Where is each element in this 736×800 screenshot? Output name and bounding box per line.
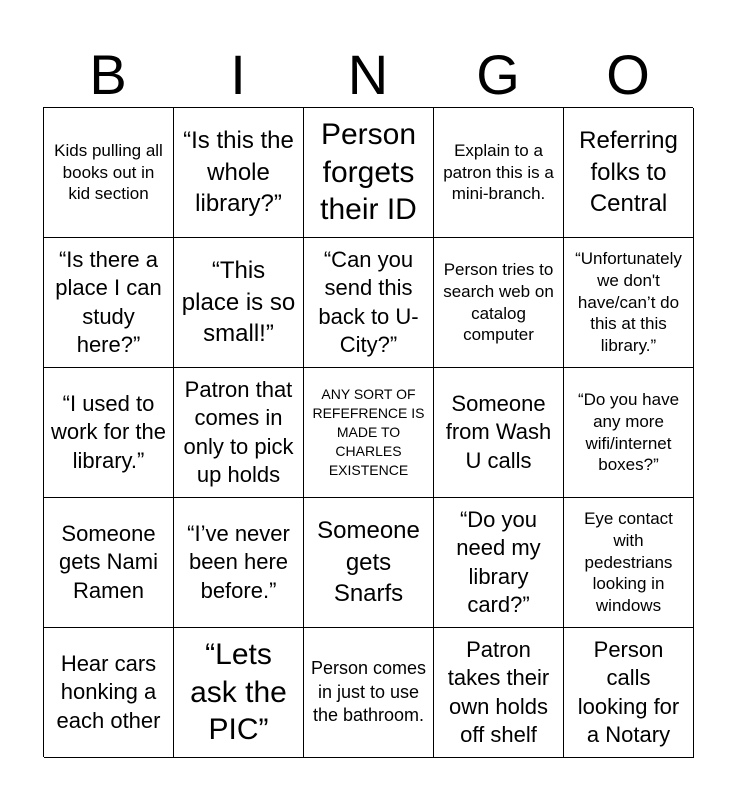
bingo-cell[interactable] (434, 628, 564, 758)
bingo-cell[interactable] (304, 628, 434, 758)
bingo-cell-text: “Do you need my library card?” (456, 507, 541, 617)
bingo-cell-text: Person comes in just to use the bathroom. (310, 658, 427, 726)
bingo-cell-text: Person calls looking for a Notary (577, 637, 680, 747)
bingo-cell[interactable] (44, 498, 174, 628)
bingo-cell[interactable] (44, 108, 174, 238)
header-letter-b: B (89, 43, 127, 106)
bingo-cell-text: Referring folks to Central (579, 126, 678, 218)
bingo-header (43, 40, 693, 108)
bingo-cell[interactable] (44, 238, 174, 368)
bingo-cell-text: Someone from Wash U calls (445, 391, 552, 473)
bingo-cell-text: Patron takes their own holds off shelf (447, 637, 550, 747)
bingo-cell[interactable] (44, 628, 174, 758)
bingo-cell-text: Explain to a patron this is a mini-branch. (443, 140, 554, 204)
header-letter-i: I (230, 43, 246, 106)
header-letter-g: G (476, 43, 520, 106)
bingo-cell-text: Person tries to search web on catalog computer (443, 260, 554, 345)
bingo-cell-text: “Can you send this back to U-City?” (318, 247, 419, 357)
header-letter-n: N (347, 43, 389, 106)
bingo-cell-text: “Lets ask the PIC” (190, 638, 287, 747)
bingo-cell[interactable] (564, 238, 694, 368)
bingo-cell[interactable] (44, 368, 174, 498)
bingo-cell-text: Patron that comes in only to pick up holds (183, 377, 294, 487)
bingo-cell[interactable] (174, 238, 304, 368)
bingo-cell[interactable] (564, 368, 694, 498)
bingo-cell-text: Eye contact with pedestrians looking in windows (584, 509, 673, 616)
bingo-cell-text: “This place is so small!” (181, 256, 296, 348)
bingo-cell[interactable] (564, 498, 694, 628)
bingo-cell[interactable] (564, 628, 694, 758)
bingo-cell-text: Hear cars honking a each other (56, 651, 161, 733)
bingo-cell[interactable] (434, 368, 564, 498)
bingo-cell-text: “I used to work for the library.” (51, 391, 166, 473)
bingo-cell-text: ANY SORT OF REFEFRENCE IS MADE TO CHARLES EXISTENCE (312, 386, 425, 478)
bingo-cell[interactable] (174, 498, 304, 628)
bingo-cell[interactable] (434, 238, 564, 368)
bingo-cell-text: “Do you have any more wifi/internet boxes?” (577, 390, 680, 475)
bingo-cell[interactable] (174, 108, 304, 238)
bingo-cell[interactable] (434, 108, 564, 238)
bingo-cell[interactable] (304, 498, 434, 628)
bingo-cell-text: “Is there a place I can study here?” (55, 247, 162, 357)
bingo-cell-text: “Unfortunately we don't have/can’t do this at this library.” (575, 249, 682, 356)
bingo-cell[interactable] (304, 108, 434, 238)
bingo-cell[interactable] (434, 498, 564, 628)
bingo-cell-text: Person forgets their ID (320, 118, 417, 227)
bingo-board (43, 107, 693, 757)
bingo-cell[interactable] (174, 628, 304, 758)
bingo-cell-text: Someone gets Nami Ramen (58, 521, 159, 603)
bingo-cell[interactable] (564, 108, 694, 238)
header-letter-o: O (606, 43, 650, 106)
bingo-cell[interactable] (304, 368, 434, 498)
bingo-cell-text: “Is this the whole library?” (183, 126, 294, 218)
bingo-cell-text: “I’ve never been here before.” (187, 521, 290, 603)
bingo-cell-text: Someone gets Snarfs (317, 516, 420, 608)
bingo-cell-text: Kids pulling all books out in kid section (54, 140, 163, 204)
bingo-cell[interactable] (304, 238, 434, 368)
bingo-cell[interactable] (174, 368, 304, 498)
